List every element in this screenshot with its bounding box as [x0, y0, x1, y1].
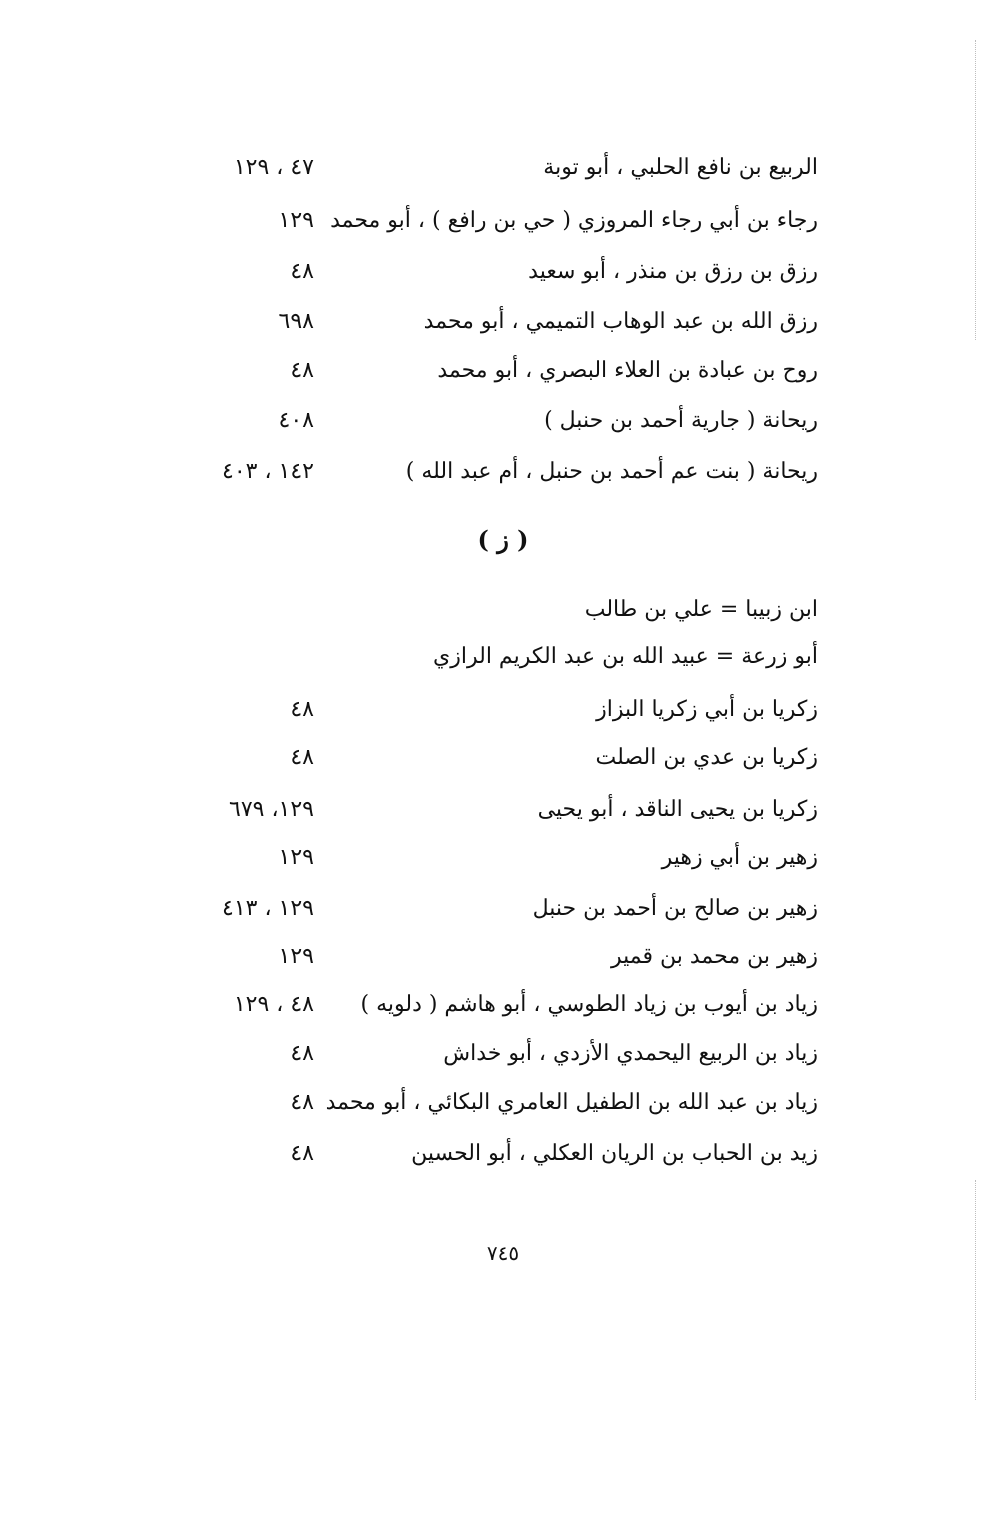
index-entry — [0, 1034, 1006, 1074]
entry-pages: ٤٨ — [290, 1041, 314, 1066]
index-entry — [0, 738, 1006, 778]
index-entry — [0, 201, 1006, 241]
index-entry — [0, 690, 1006, 730]
entry-name: زكريا بن أبي زكريا البزاز — [596, 697, 818, 722]
entry-pages: ٤٨ — [290, 745, 314, 770]
entry-pages: ٤٨ — [290, 259, 314, 284]
index-entry — [0, 1083, 1006, 1123]
entry-name: زهير بن صالح بن أحمد بن حنبل — [532, 896, 818, 921]
section-letter-heading: ( ز ) — [477, 525, 529, 554]
index-entry — [0, 452, 1006, 492]
page-number: ٧٤٥ — [486, 1241, 520, 1265]
entry-pages: ٤٨ ، ١٢٩ — [233, 992, 314, 1017]
entry-pages: ١٤٢ ، ٤٠٣ — [222, 459, 314, 484]
index-entry — [0, 148, 1006, 188]
entry-name: زياد بن أيوب بن زياد الطوسي ، أبو هاشم ( دلويه ) — [360, 992, 818, 1017]
entry-pages: ٤٨ — [290, 1141, 314, 1166]
index-entry — [0, 637, 1006, 677]
entry-pages: ١٢٩ — [278, 845, 314, 870]
entry-name: زهير بن محمد بن قمير — [611, 944, 818, 969]
entry-pages: ١٢٩ — [278, 208, 314, 233]
index-entry — [0, 590, 1006, 630]
entry-name: الربيع بن نافع الحلبي ، أبو توبة — [543, 155, 818, 180]
entry-pages: ٤٨ — [290, 1090, 314, 1115]
entry-name: زكريا بن يحيى الناقد ، أبو يحيى — [537, 797, 818, 822]
index-entry — [0, 1134, 1006, 1174]
index-entry — [0, 401, 1006, 441]
entry-name: أبو زرعة = عبيد الله بن عبد الكريم الرازي — [433, 644, 818, 669]
index-entry — [0, 838, 1006, 878]
index-entry — [0, 351, 1006, 391]
index-entry — [0, 937, 1006, 977]
entry-name: ريحانة ( جارية أحمد بن حنبل ) — [544, 408, 818, 433]
entry-name: رجاء بن أبي رجاء المروزي ( حي بن رافع ) ، أبو محمد — [330, 208, 818, 233]
entry-pages: ٦٩٨ — [278, 309, 314, 334]
entry-pages: ٤٨ — [290, 358, 314, 383]
entry-name: روح بن عبادة بن العلاء البصري ، أبو محمد — [437, 358, 818, 383]
entry-pages: ١٢٩ ، ٤١٣ — [222, 896, 314, 921]
scan-edge-mark — [974, 1180, 976, 1400]
entry-name: زهير بن أبي زهير — [661, 845, 818, 870]
entry-pages: ٤٧ ، ١٢٩ — [233, 155, 314, 180]
index-entry — [0, 985, 1006, 1025]
index-entry — [0, 252, 1006, 292]
entry-name: زياد بن عبد الله بن الطفيل العامري البكائي ، أبو محمد — [325, 1090, 818, 1115]
index-entry — [0, 790, 1006, 830]
index-entry — [0, 889, 1006, 929]
index-entry — [0, 302, 1006, 342]
entry-name: زياد بن الربيع اليحمدي الأزدي ، أبو خداش — [443, 1041, 818, 1066]
entry-pages: ٤٨ — [290, 697, 314, 722]
entry-name: رزق الله بن عبد الوهاب التميمي ، أبو محمد — [423, 309, 818, 334]
scan-edge-mark — [974, 40, 976, 340]
entry-pages: ١٢٩، ٦٧٩ — [229, 797, 314, 822]
entry-name: رزق بن رزق بن منذر ، أبو سعيد — [528, 259, 818, 284]
entry-pages: ٤٠٨ — [278, 408, 314, 433]
entry-name: زيد بن الحباب بن الريان العكلي ، أبو الحسين — [411, 1141, 818, 1166]
entry-name: ريحانة ( بنت عم أحمد بن حنبل ، أم عبد الله ) — [405, 459, 818, 484]
entry-name: زكريا بن عدي بن الصلت — [595, 745, 818, 770]
entry-pages: ١٢٩ — [278, 944, 314, 969]
entry-name: ابن زبيبا = علي بن طالب — [584, 597, 818, 622]
